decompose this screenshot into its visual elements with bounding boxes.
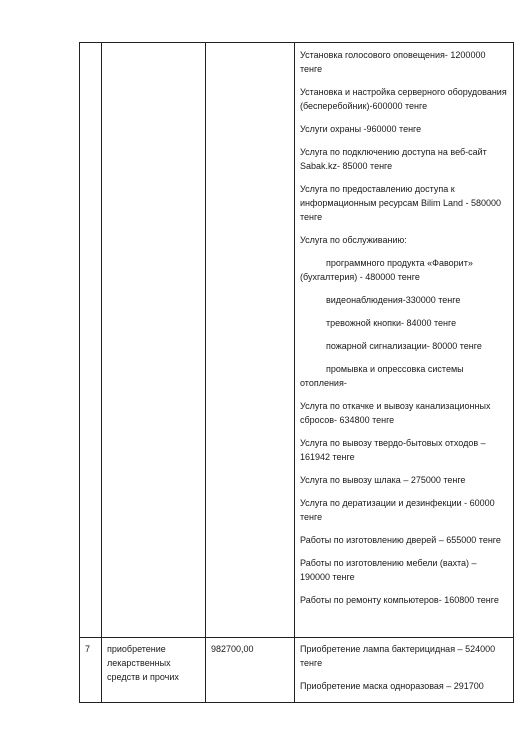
item-name-line: лекарственных <box>107 658 171 668</box>
amount-cell <box>206 43 295 638</box>
details-cell <box>295 43 514 638</box>
item-name-cell <box>102 43 206 638</box>
amount-cell <box>206 638 295 703</box>
detail-paragraph: Работы по ремонту компьютеров- 160800 тенге <box>300 595 499 605</box>
row-number-cell <box>80 638 102 703</box>
detail-paragraph: Услуга по подключению доступа на веб-сайт Sabak.kz- 85000 тенге <box>300 147 487 171</box>
detail-paragraph: видеонаблюдения-330000 тенге <box>326 295 461 305</box>
item-name-line: приобретение <box>107 644 166 654</box>
detail-paragraph: Услуга по дератизации и дезинфекции - 60000 тенге <box>300 498 495 522</box>
details-cell <box>295 638 514 703</box>
detail-paragraph: Услуга по предоставлению доступа к информационным ресурсам Bilim Land - 580000 тенге <box>300 184 502 222</box>
detail-paragraph: Услуги охраны -960000 тенге <box>300 124 422 134</box>
detail-paragraph: Услуга по вывозу шлака – 275000 тенге <box>300 475 466 485</box>
detail-paragraph: пожарной сигнализации- 80000 тенге <box>326 341 482 351</box>
table-row <box>80 43 514 638</box>
row-number-cell <box>80 43 102 638</box>
detail-paragraph: Услуга по вывозу твердо-бытовых отходов – 161942 тенге <box>300 438 486 462</box>
item-name-cell <box>102 638 206 703</box>
procurement-table <box>79 42 514 703</box>
table-row <box>80 638 514 703</box>
detail-paragraph: промывка и опрессовка системы отопления- <box>300 364 464 388</box>
row-number: 7 <box>85 644 91 654</box>
detail-paragraph: Установка и настройка серверного оборудования (бесперебойник)-600000 тенге <box>300 87 507 111</box>
item-name-line: средств и прочих <box>107 672 179 682</box>
detail-paragraph: Приобретение лампа бактерицидная – 524000 тенге <box>300 644 496 668</box>
detail-paragraph: Приобретение маска одноразовая – 291700 <box>300 681 484 691</box>
detail-paragraph: Работы по изготовлению дверей – 655000 тенге <box>300 535 501 545</box>
detail-paragraph: тревожной кнопки- 84000 тенге <box>326 318 457 328</box>
detail-paragraph: Услуга по откачке и вывозу канализационных сбросов- 634800 тенге <box>300 401 491 425</box>
detail-paragraph: программного продукта «Фаворит» (бухгалтерия) - 480000 тенге <box>300 258 473 282</box>
detail-paragraph: Услуга по обслуживанию: <box>300 235 407 245</box>
detail-paragraph: Установка голосового оповещения- 1200000 тенге <box>300 50 486 74</box>
amount-value: 982700,00 <box>211 644 254 654</box>
detail-paragraph: Работы по изготовлению мебели (вахта) – 190000 тенге <box>300 558 477 582</box>
